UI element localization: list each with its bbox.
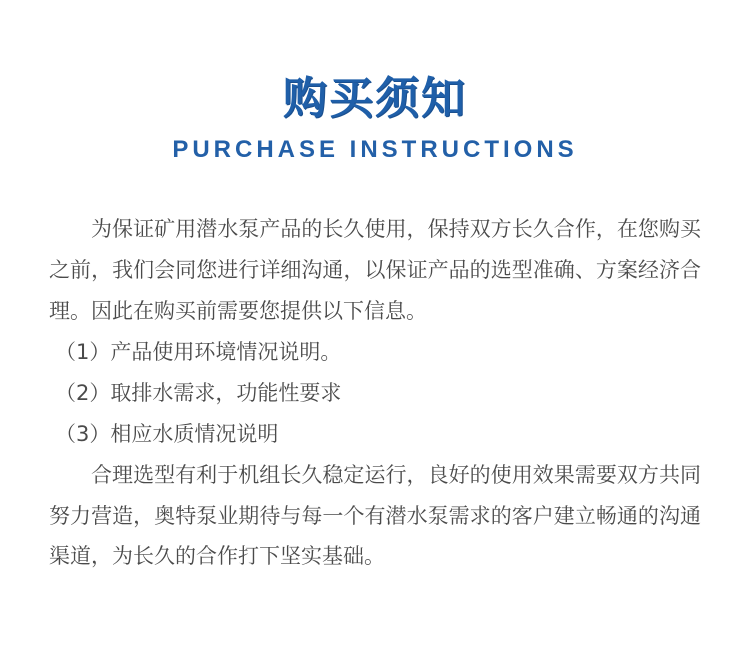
requirement-item-2: （2）取排水需求，功能性要求 <box>55 380 342 405</box>
page-title: 购买须知 <box>283 73 467 124</box>
page-header <box>0 0 750 163</box>
requirement-item-3: （3）相应水质情况说明 <box>55 421 279 446</box>
requirement-item-1: （1）产品使用环境情况说明。 <box>55 339 342 364</box>
intro-paragraph: 为保证矿用潜水泵产品的长久使用，保持双方长久合作，在您购买之前，我们会同您进行详细沟通，以保证产品的选型准确、方案经济合理。因此在购买前需要您提供以下信息。 <box>49 216 701 323</box>
closing-paragraph: 合理选型有利于机组长久稳定运行，良好的使用效果需要双方共同努力营造，奥特泵业期待与每一个有潜水泵需求的客户建立畅通的沟通渠道，为长久的合作打下坚实基础。 <box>49 462 701 569</box>
page-body <box>49 209 701 577</box>
page-subtitle: PURCHASE INSTRUCTIONS <box>172 135 578 163</box>
